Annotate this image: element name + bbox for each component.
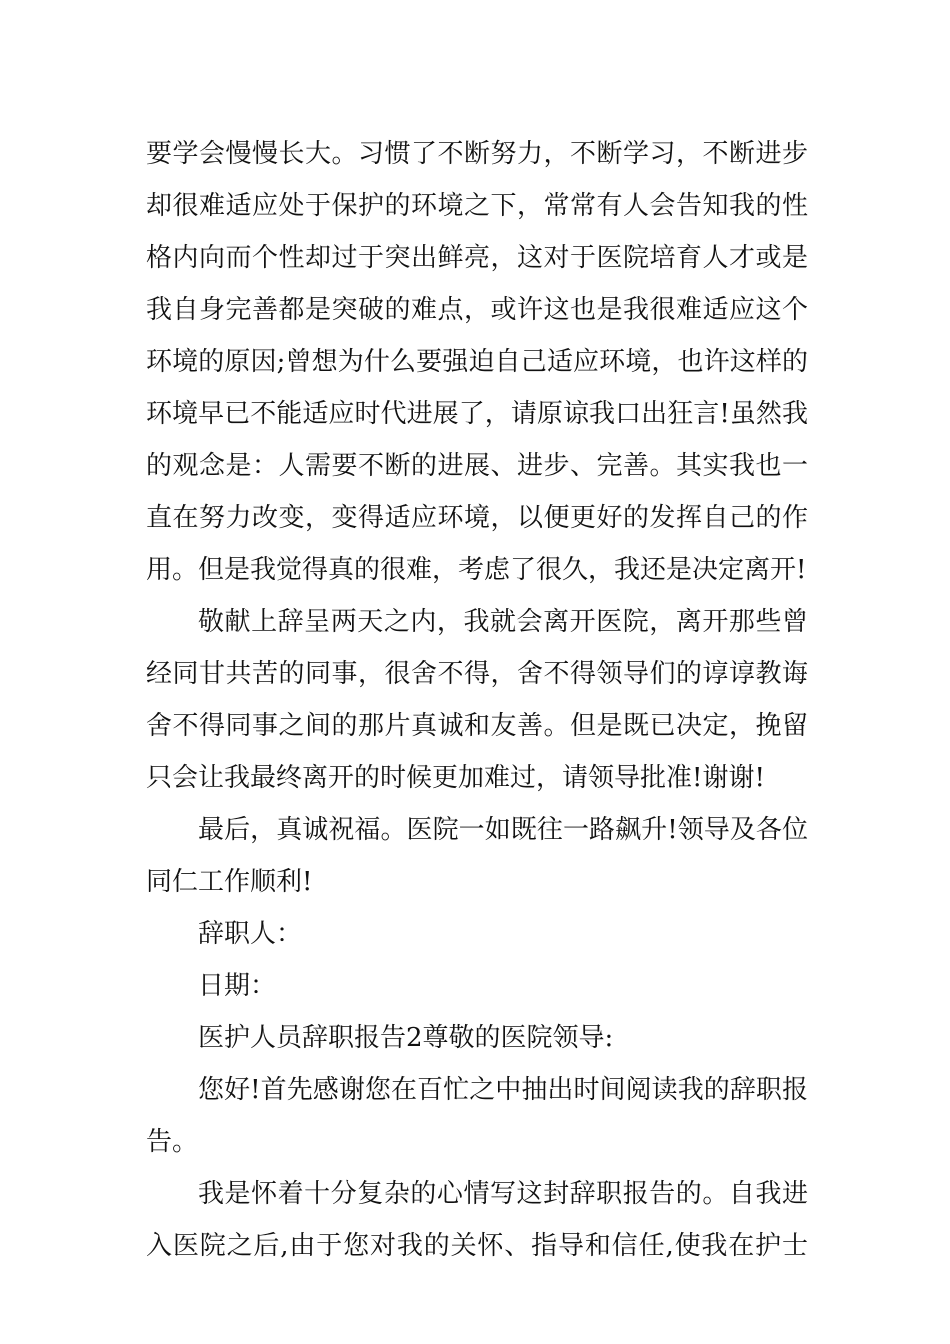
text-line: 却很难适应处于保护的环境之下，常常有人会告知我的性	[146, 191, 808, 221]
text-line: 辞职人：	[198, 919, 303, 949]
text-line: 要学会慢慢长大。习惯了不断努力，不断学习，不断进步	[146, 139, 808, 169]
text-line: 格内向而个性却过于突出鲜亮，这对于医院培育人才或是	[146, 243, 808, 273]
text-line: 告。	[146, 1127, 199, 1157]
text-line: 环境早已不能适应时代进展了，请原谅我口出狂言!虽然我	[146, 399, 808, 429]
text-line: 舍不得同事之间的那片真诚和友善。但是既已决定，挽留	[146, 711, 808, 741]
text-line: 医护人员辞职报告2尊敬的医院领导:	[198, 1023, 614, 1053]
text-line: 敬献上辞呈两天之内，我就会离开医院，离开那些曾	[198, 607, 808, 637]
text-line: 经同甘共苦的同事，很舍不得，舍不得领导们的谆谆教诲	[146, 659, 808, 689]
text-line: 日期：	[198, 971, 277, 1001]
text-line: 同仁工作顺利!	[146, 867, 313, 897]
text-line: 环境的原因;曾想为什么要强迫自己适应环境，也许这样的	[146, 347, 808, 377]
text-line: 只会让我最终离开的时候更加难过，请领导批准!谢谢!	[146, 763, 765, 793]
text-line: 用。但是我觉得真的很难，考虑了很久，我还是决定离开!	[146, 555, 807, 585]
text-line: 直在努力改变，变得适应环境，以便更好的发挥自己的作	[146, 503, 808, 533]
text-line: 我自身完善都是突破的难点，或许这也是我很难适应这个	[146, 295, 808, 325]
text-line: 您好!首先感谢您在百忙之中抽出时间阅读我的辞职报	[198, 1075, 808, 1105]
text-line: 我是怀着十分复杂的心情写这封辞职报告的。自我进	[198, 1179, 808, 1209]
text-line: 最后，真诚祝福。医院一如既往一路飙升!领导及各位	[198, 815, 808, 845]
text-line: 入医院之后,由于您对我的关怀、指导和信任,使我在护士	[146, 1231, 808, 1261]
text-line: 的观念是：人需要不断的进展、进步、完善。其实我也一	[146, 451, 808, 481]
document-body	[146, 128, 808, 1272]
